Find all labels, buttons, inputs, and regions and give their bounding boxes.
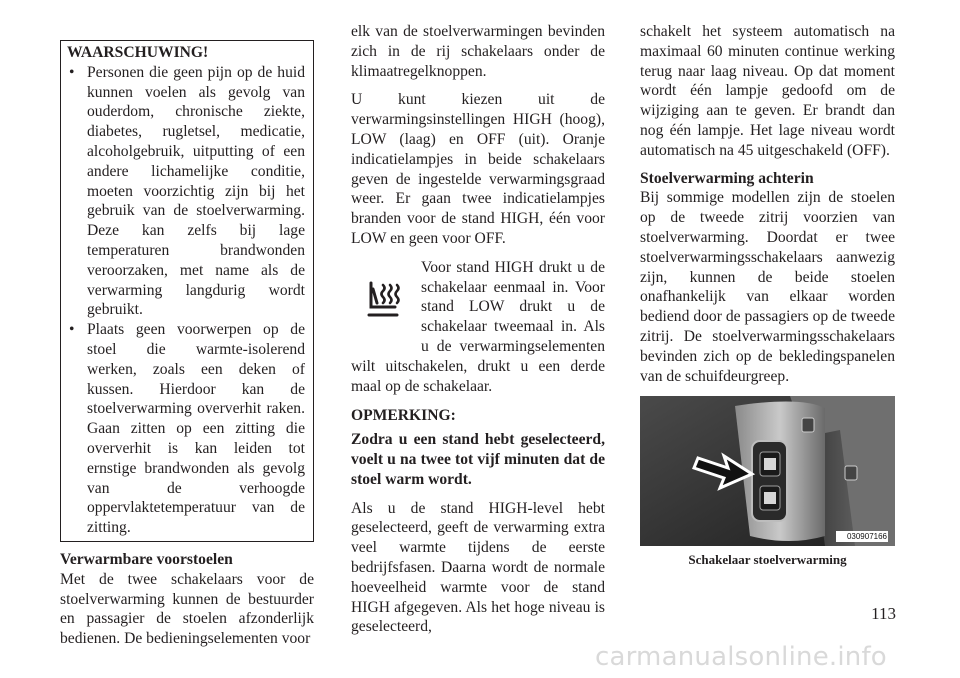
- warning-list: [67, 63, 305, 538]
- paragraph-press-switch: Voor stand HIGH drukt u de schakelaar eenmaal in. Voor stand LOW drukt u de schakelaar tweemaal in. Als u de verwarmingselementen wilt uitschakelen, drukt u een derde maal op de schakelaar.: [351, 258, 605, 395]
- warning-bullet-1: • Personen die geen pijn op de huid kunnen voelen als gevolg van ouderdom, chronische ziekte, diabetes, rugletsel, medicatie, alcoholgebruik, uitputting of een andere lichamelijke conditie, moeten voorzichtig zijn bij het gebruik van de stoelverwarming. Deze kan zelfs bij lage temperaturen brandwonden veroorzaken, met name als de verwarming langdurig wordt gebruikt.: [67, 63, 305, 320]
- note-title: OPMERKING:: [351, 407, 456, 425]
- paragraph-heat-settings: U kunt kiezen uit de verwarmingsinstellingen HIGH (hoog), LOW (laag) en OFF (uit). Oranje indicatielampjes in beide schakelaars geven de ingestelde verwarmingsgraad weer. Er gaan twee indicatielampjes branden voor de stand HIGH, één voor LOW en geen voor OFF.: [351, 91, 605, 247]
- figure-photo: [640, 396, 895, 546]
- warning-title: WAARSCHUWING!: [67, 44, 209, 61]
- section-heading-front-seats: Verwarmbare voorstoelen: [60, 550, 233, 568]
- column-3: [640, 22, 895, 568]
- warning-bullet-2: • Plaats geen voorwerpen op de stoel die warmte-isolerend werken, zoals een deken of kussen. Hierdoor kan de stoelverwarming oververhit raken. Gaan zitten op een zitting die oververhit is kan leiden tot ernstige brandwonden als gevolg van de verhoogde oppervlaktetemperatuur van de zitting.: [67, 320, 305, 538]
- door-panel-illustration: [640, 396, 895, 546]
- page-number: 113: [871, 604, 896, 623]
- column-2: [351, 22, 605, 637]
- paragraph-rear-seats: Bij sommige modellen zijn de stoelen op de tweede zitrij voorzien van stoelverwarming. Doordat er twee stoelverwarmingsschakelaars aanwezig zijn, kunnen de beide stoelen onafhankelijk van elkaar worden bediend door de passagiers op de tweede zitrij. De stoelverwarmingsschakelaars bevinden zich op de bekledingspanelen van de schuifdeurgreep.: [640, 189, 895, 385]
- column-1: [60, 22, 314, 649]
- paragraph-front-seats-intro-cont: elk van de stoelverwarmingen bevinden zich in de rij schakelaars onder de klimaatregelknoppen.: [351, 23, 605, 80]
- section-heading-rear-seats: Stoelverwarming achterin: [640, 169, 814, 187]
- note-text: Zodra u een stand hebt geselecteerd, voelt u na twee tot vijf minuten dat de stoel warm wordt.: [351, 431, 605, 488]
- paragraph-high-level: Als u de stand HIGH-level hebt geselecteerd, geeft de verwarming extra veel warmte tijdens de eerste bedrijfsfasen. Daarna wordt de normale hoeveelheid warmte voor de stand HIGH afgegeven. Als het hoge niveau is geselecteerd,: [351, 499, 605, 636]
- warning-box: [60, 40, 314, 542]
- figure-code: 030907166: [846, 532, 887, 542]
- watermark: carmanualsonline.info: [595, 642, 887, 672]
- paragraph-front-seats-intro: Met de twee schakelaars voor de stoelverwarming kunnen de bestuurder en passagier de stoelen afzonderlijk bedienen. De bedieningselementen voor: [60, 570, 314, 648]
- figure-caption: Schakelaar stoelverwarming: [688, 552, 847, 568]
- paragraph-high-level-cont: schakelt het systeem automatisch na maximaal 60 minuten continue werking terug naar laag niveau. Op dat moment wordt één lampje gedoofd om de wijziging aan te geven. Er brandt dan nog één lampje. Het lage niveau wordt automatisch na 45 uitgeschakeld (OFF).: [640, 23, 895, 159]
- seat-heater-icon: [351, 260, 415, 338]
